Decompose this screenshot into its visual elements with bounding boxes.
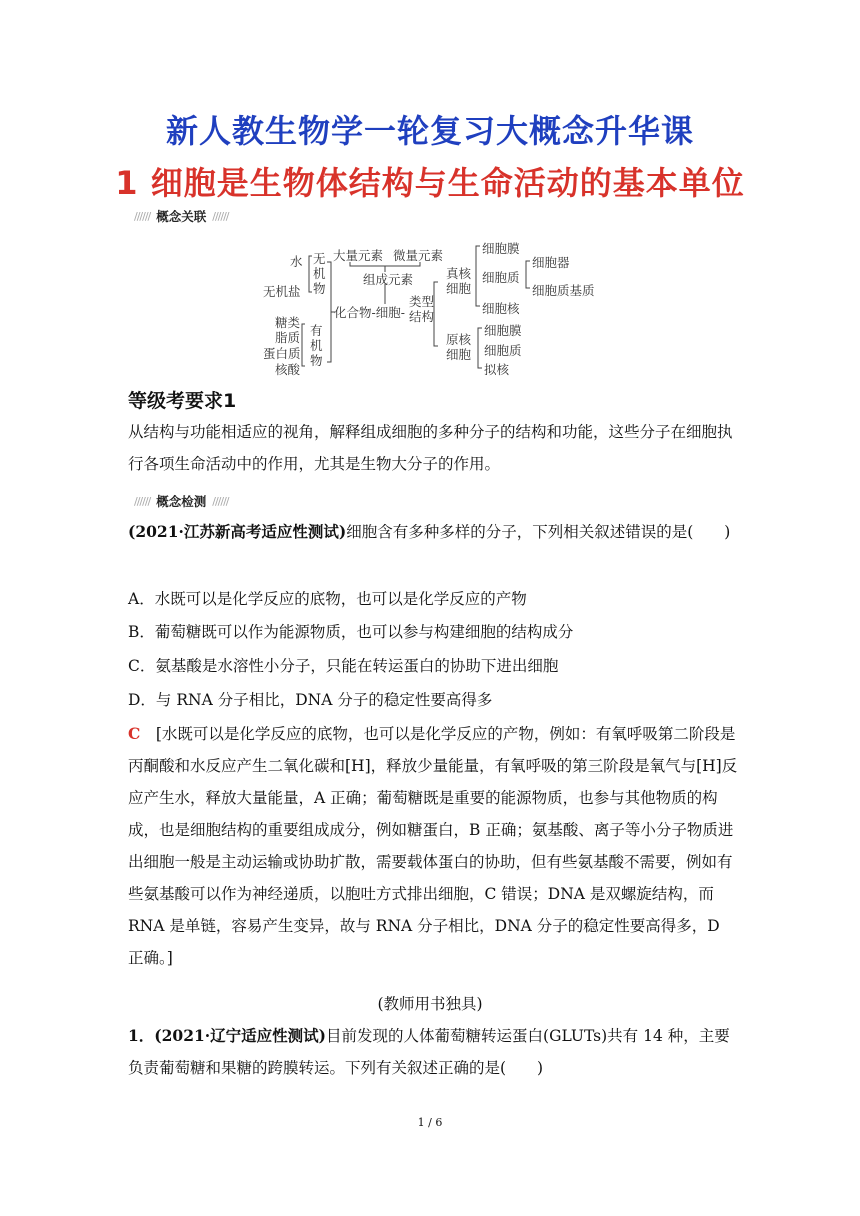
section-label: 概念检测: [156, 494, 207, 509]
label-pro-membrane: 细胞膜: [484, 323, 522, 338]
page-number: 1 / 6: [417, 1116, 443, 1129]
label-inorganic-salt: 无机盐: [263, 284, 301, 299]
label-macro-elements: 大量元素: [333, 248, 384, 263]
label-cytoplasm: 细胞质: [482, 270, 520, 285]
label-prokaryotic-cell: 原核细胞: [446, 332, 472, 362]
document-subtitle: 1 细胞是生物体结构与生命活动的基本单位: [115, 164, 745, 202]
label-micro-elements: 微量元素: [393, 248, 444, 263]
label-cell-membrane: 细胞膜: [482, 241, 520, 256]
label-organic: 有机物: [310, 323, 323, 368]
label-inorganic: 无机物: [313, 251, 326, 296]
divider: //////: [212, 494, 229, 508]
divider: //////: [134, 494, 151, 508]
question-1: [128, 516, 738, 548]
label-eukaryotic-cell: 真核细胞: [446, 266, 472, 296]
answer-explanation: [128, 718, 738, 974]
label-nucleoid: 拟核: [484, 362, 510, 377]
label-cytoplasm-matrix: 细胞质基质: [532, 283, 595, 298]
label-lipids: 脂质: [275, 330, 301, 345]
label-water: 水: [290, 254, 303, 269]
diagram-brackets: [0, 0, 860, 400]
section-concept-check: [128, 492, 235, 510]
label-nucleic-acid: 核酸: [275, 362, 301, 377]
question-source: (2021·江苏新高考适应性测试): [128, 522, 347, 541]
option-b: B．葡萄糖既可以作为能源物质，也可以参与构建细胞的结构成分: [128, 623, 574, 641]
label-sugars: 糖类: [275, 315, 301, 330]
question-source: (2021·辽宁适应性测试): [154, 1026, 327, 1045]
divider: //////: [212, 209, 229, 223]
label-compound-cell: 化合物-细胞-: [334, 305, 405, 320]
document-title: 新人教生物学一轮复习大概念升华课: [165, 112, 694, 150]
label-organelle: 细胞器: [532, 255, 570, 270]
explanation-text: [水既可以是化学反应的底物，也可以是化学反应的产物，例如：有氧呼吸第二阶段是丙酮酸和水反应产生二氧化碳和[H]，释放少量能量，有氧呼吸的第三阶段是氧气与[H]反应产生水，释放大量能量，A 正确；葡萄糖既是重要的能源物质，也参与其他物质的构成，也是细胞结构的重要组成成分，例如糖蛋白，B 正确；氨基酸、离子等小分子物质进出细胞一般是主动运输或协助扩散，需要载体蛋白的协助，但有些氨基酸不需要，例如有些氨基酸可以作为神经递质，以胞吐方式排出细胞，C 错误；DNA 是双螺旋结构，而 RNA 是单链，容易产生变异，故与 RNA 分子相比，DNA 分子的稳定性要高得多，D 正确。]: [128, 725, 738, 967]
label-pro-cytoplasm: 细胞质: [484, 343, 522, 358]
divider: //////: [134, 209, 151, 223]
question-number: 1．: [128, 1026, 155, 1045]
option-d: D．与 RNA 分子相比，DNA 分子的稳定性要高得多: [128, 691, 493, 709]
teacher-note: (教师用书独具): [377, 995, 483, 1013]
section-label: 概念关联: [156, 209, 207, 224]
label-constituent-elements: 组成元素: [363, 272, 414, 287]
requirement-text: 从结构与功能相适应的视角，解释组成细胞的多种分子的结构和功能，这些分子在细胞执行各项生命活动中的作用，尤其是生物大分子的作用。: [128, 423, 733, 473]
label-type-structure: 类型结构: [409, 294, 435, 324]
question-stem: 目前发现的人体葡萄糖转运蛋白(GLUTs)共有 14 种，主要负责葡萄糖和果糖的跨膜转运。下列有关叙述正确的是( ): [128, 1027, 730, 1077]
option-a: A．水既可以是化学反应的底物，也可以是化学反应的产物: [128, 590, 527, 608]
option-c: C．氨基酸是水溶性小分子，只能在转运蛋白的协助下进出细胞: [128, 657, 559, 675]
label-nucleus: 细胞核: [482, 301, 520, 316]
question-stem: 细胞含有多种多样的分子，下列相关叙述错误的是( ): [346, 523, 731, 541]
question-2: [128, 1020, 738, 1084]
requirement-heading: 等级考要求1: [128, 390, 237, 412]
answer-letter: C: [128, 724, 141, 743]
label-protein: 蛋白质: [263, 346, 301, 361]
